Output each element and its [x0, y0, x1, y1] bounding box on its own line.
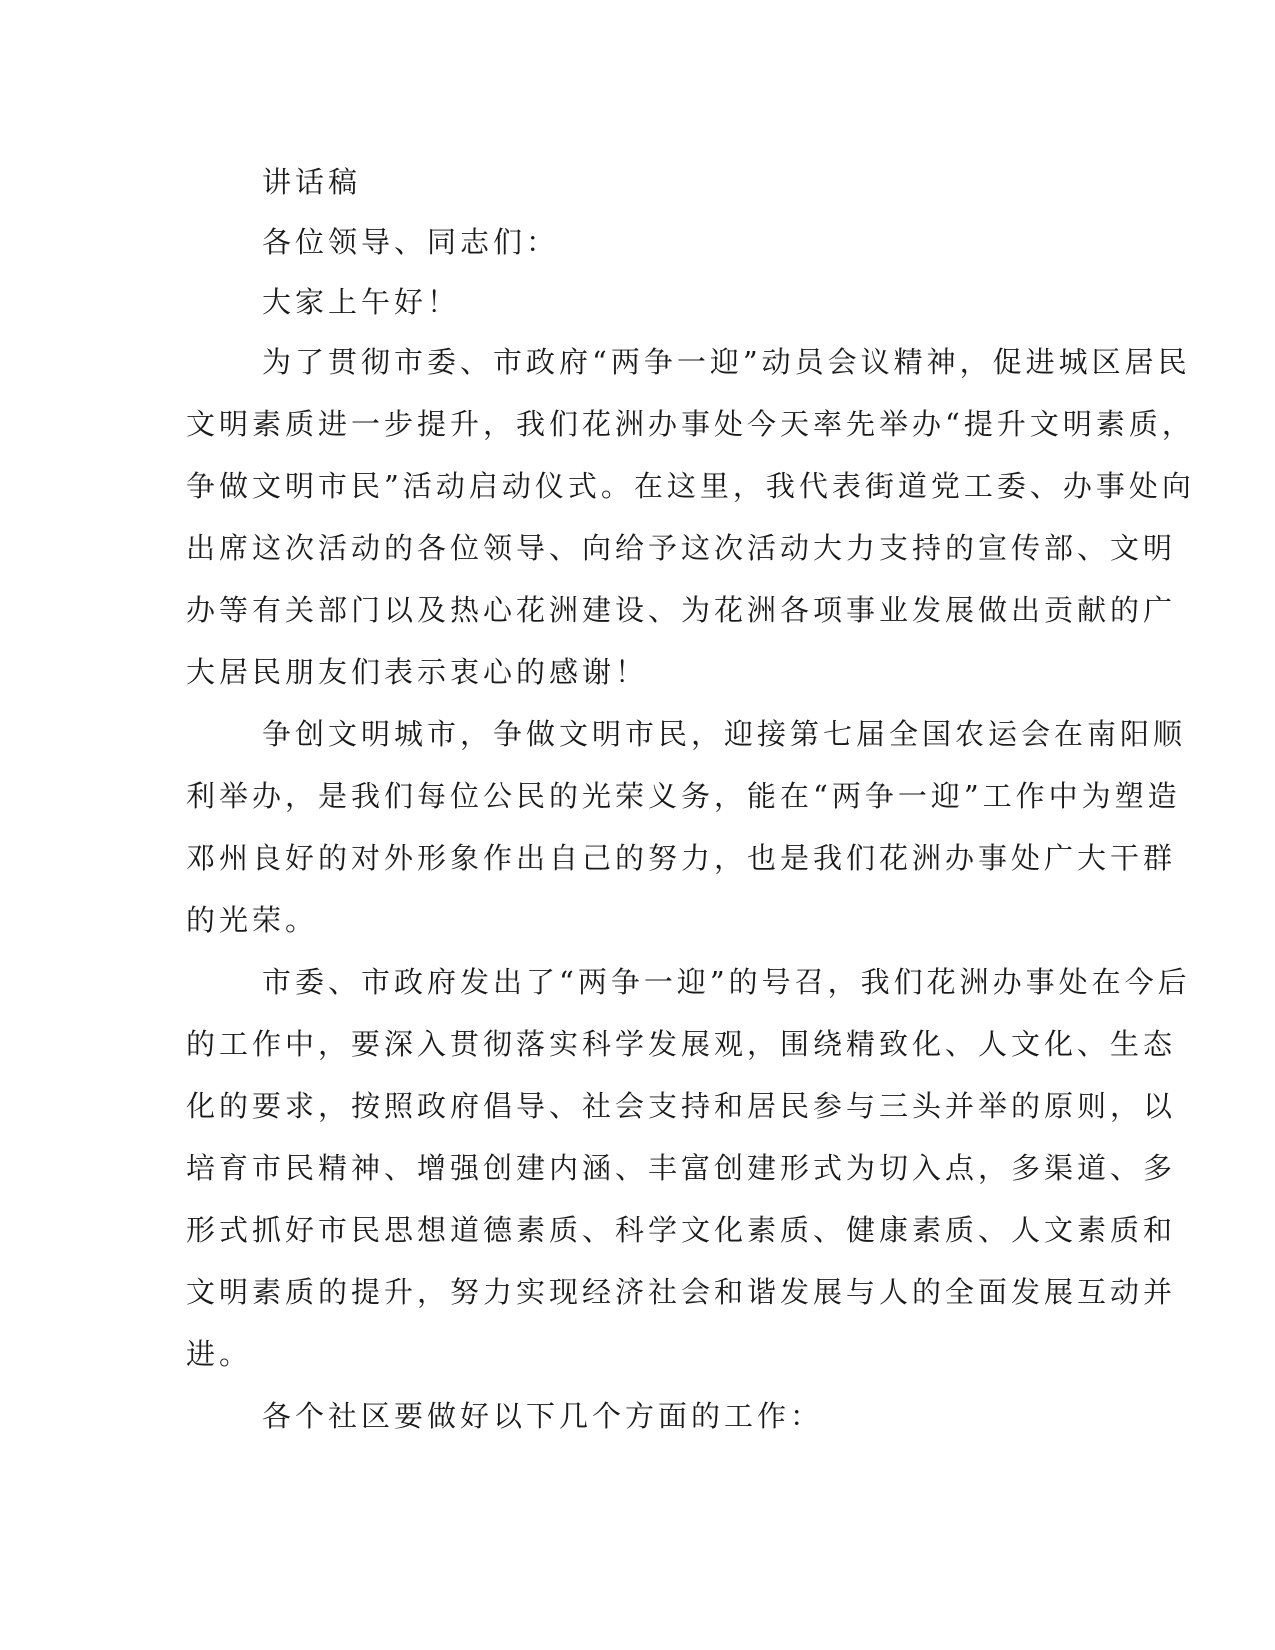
paragraph-line: 大居民朋友们表示衷心的感谢！	[186, 655, 649, 689]
paragraph-line: 形式抓好市民思想道德素质、科学文化素质、健康素质、人文素质和	[186, 1213, 1177, 1247]
paragraph-line: 文明素质的提升，努力实现经济社会和谐发展与人的全面发展互动并	[186, 1275, 1177, 1309]
paragraph-line: 化的要求，按照政府倡导、社会支持和居民参与三头并举的原则，以	[186, 1089, 1177, 1123]
paragraph-line: 文明素质进一步提升，我们花洲办事处今天率先举办“提升文明素质，	[186, 407, 1195, 441]
paragraph-line: 各个社区要做好以下几个方面的工作：	[262, 1399, 824, 1433]
paragraph-1	[186, 343, 1195, 691]
paragraph-line: 邓州良好的对外形象作出自己的努力，也是我们花洲办事处广大干群	[186, 841, 1177, 875]
greeting: 大家上午好！	[262, 285, 461, 319]
paragraph-line: 的光荣。	[186, 903, 319, 937]
paragraph-3	[186, 963, 1191, 1373]
paragraph-line: 争做文明市民”活动启动仪式。在这里，我代表街道党工委、办事处向	[186, 469, 1195, 503]
paragraph-line: 的工作中，要深入贯彻落实科学发展观，围绕精致化、人文化、生态	[186, 1027, 1177, 1061]
paragraph-line: 为了贯彻市委、市政府“两争一迎”动员会议精神，促进城区居民	[262, 345, 1191, 379]
paragraph-line: 市委、市政府发出了“两争一迎”的号召，我们花洲办事处在今后	[262, 965, 1191, 999]
paragraph-line: 进。	[186, 1337, 253, 1371]
paragraph-line: 出席这次活动的各位领导、向给予这次活动大力支持的宣传部、文明	[186, 531, 1177, 565]
paragraph-line: 利举办，是我们每位公民的光荣义务，能在“两争一迎”工作中为塑造	[186, 779, 1181, 813]
document-title: 讲话稿	[262, 165, 362, 199]
paragraph-line: 办等有关部门以及热心花洲建设、为花洲各项事业发展做出贡献的广	[186, 593, 1177, 627]
paragraph-line: 培育市民精神、增强创建内涵、丰富创建形式为切入点，多渠道、多	[186, 1151, 1177, 1185]
speech-body	[186, 163, 1195, 1435]
paragraph-line: 争创文明城市，争做文明市民，迎接第七届全国农运会在南阳顺	[262, 717, 1187, 751]
paragraph-2	[186, 715, 1187, 939]
salutation: 各位领导、同志们：	[262, 225, 560, 259]
paragraph-4	[186, 1397, 1066, 1435]
